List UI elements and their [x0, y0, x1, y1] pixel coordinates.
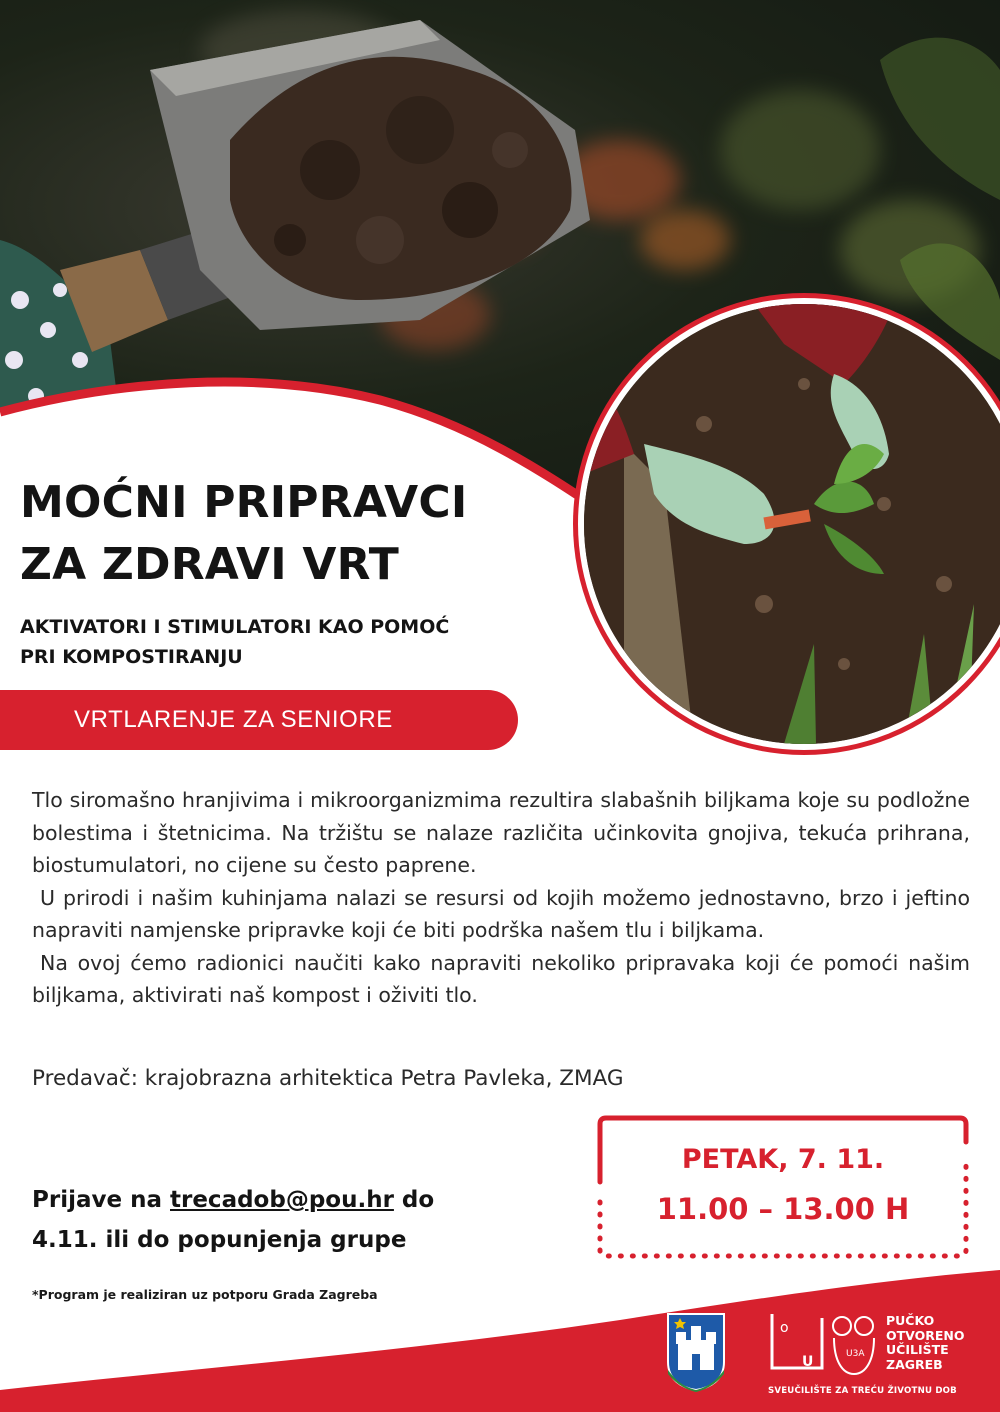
registration-line-1 — [32, 1180, 572, 1220]
registration-info — [32, 1180, 572, 1260]
description — [32, 784, 970, 1012]
institution-name — [886, 1314, 996, 1372]
logo-mark-label: U3A — [846, 1349, 865, 1359]
institution-line-1: PUČKO — [886, 1313, 935, 1328]
registration-prefix: Prijave na — [32, 1187, 170, 1213]
gardening-photo — [578, 298, 1000, 750]
institution-line-3: UČILIŠTE — [886, 1342, 949, 1357]
registration-line-2: 4.11. ili do popunjenja grupe — [32, 1227, 407, 1253]
event-time: 11.00 – 13.00 H — [656, 1192, 910, 1226]
dotted-frame-icon — [594, 1112, 972, 1262]
title-line-2: ZA ZDRAVI VRT — [20, 539, 399, 590]
institution-line-2: OTVORENO — [886, 1327, 965, 1343]
pou-owl-logo-icon — [768, 1308, 880, 1384]
registration-suffix: do — [393, 1187, 435, 1213]
gardening-hands-icon — [584, 304, 1000, 744]
event-day: PETAK, 7. 11. — [681, 1144, 885, 1175]
svg-text:U: U — [802, 1354, 814, 1370]
description-paragraph-3: Na ovoj ćemo radionici naučiti kako napraviti nekoliko pripravaka koji će pomoći našim biljkama, aktivirati naš kompost i oživiti tlo. — [32, 950, 970, 1007]
registration-email-link[interactable]: trecadob@pou.hr — [170, 1187, 394, 1213]
subtitle-line-2: PRI KOMPOSTIRANJU — [20, 646, 243, 668]
description-paragraph-2: U prirodi i našim kuhinjama nalazi se resursi od kojih možemo jednostavno, brzo i jeftino napraviti namjenske pripravke koji će biti podrška našem tlu i biljkama. — [32, 885, 970, 942]
page-title — [20, 472, 580, 596]
speaker-info: Predavač: krajobrazna arhitektica Petra Pavleka, ZMAG — [32, 1066, 624, 1091]
category-banner: VRTLARENJE ZA SENIORE — [0, 690, 518, 750]
page-subtitle — [20, 612, 580, 672]
institution-line-4: ZAGREB — [886, 1356, 943, 1372]
description-paragraph-1: Tlo siromašno hranjivima i mikroorganizmima rezultira slabašnih biljkama koje su podložne bolestima i štetnicima. Na tržištu se nalaze različita učinkovita gnojiva, tekuća prihrana, biostumulatori, no cijene su često paprene. — [32, 788, 970, 877]
title-line-1: MOĆNI PRIPRAVCI — [20, 477, 468, 528]
subtitle-line-1: AKTIVATORI I STIMULATORI KAO POMOĆ — [20, 616, 450, 638]
funding-footnote: *Program je realiziran uz potporu Grada Zagreba — [32, 1287, 378, 1302]
institution-tagline: SVEUČILIŠTE ZA TREĆU ŽIVOTNU DOB — [768, 1386, 957, 1396]
event-date-box — [594, 1112, 972, 1262]
zagreb-coat-of-arms-icon — [664, 1310, 728, 1392]
svg-text:o: o — [780, 1320, 789, 1336]
